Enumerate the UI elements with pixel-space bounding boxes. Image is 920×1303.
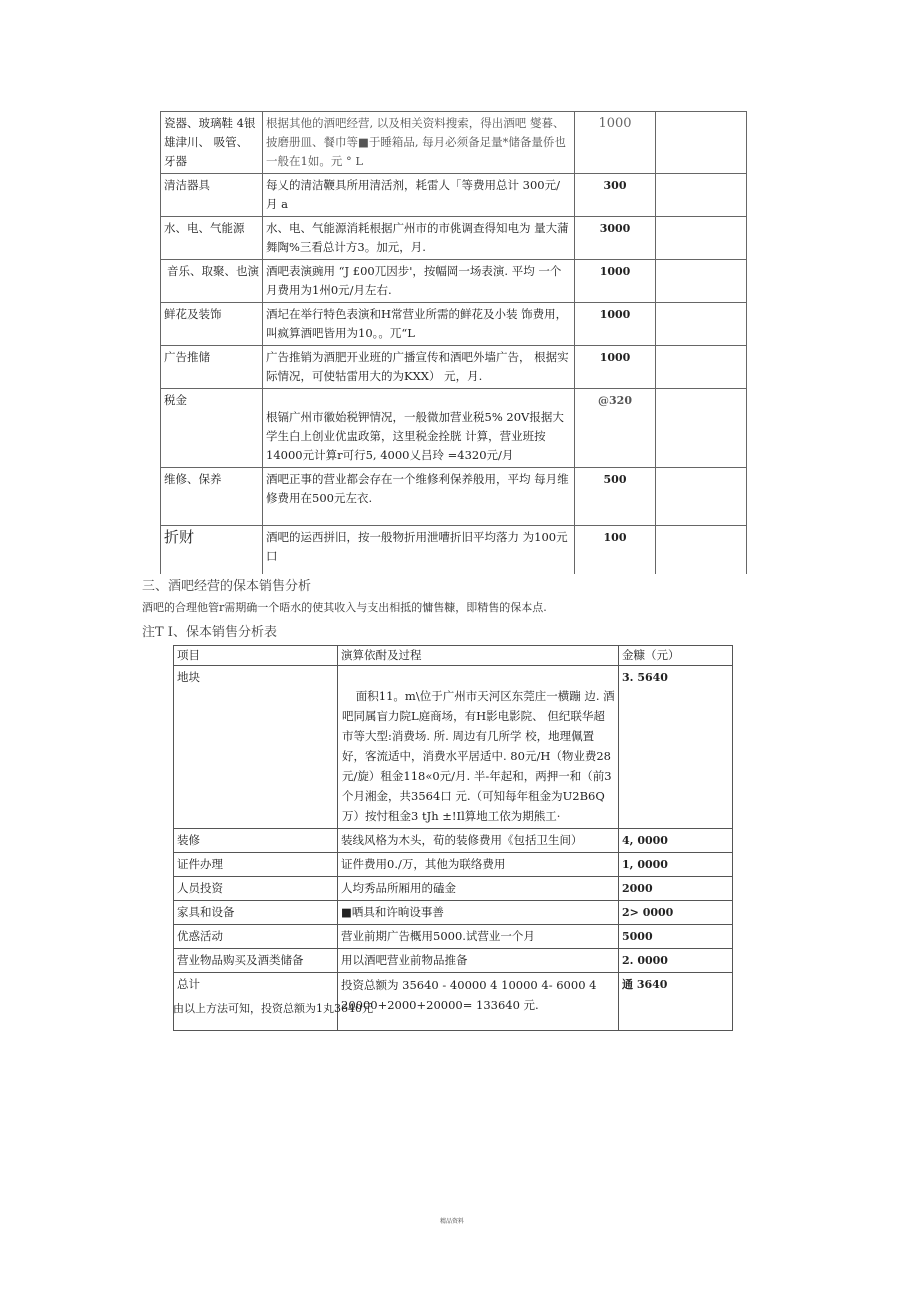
table-row <box>161 526 747 574</box>
table-row <box>161 389 747 468</box>
cost-amount: 500 <box>575 468 656 526</box>
table-row <box>161 217 747 260</box>
cost-desc: 每乂的清洁鞭具所用清活剂，耗雷人「等费用总计 300元/月 a <box>263 174 575 217</box>
cost-amount: 1000 <box>575 303 656 346</box>
cost-item: 维修、保养 <box>161 468 263 526</box>
cost-item: 折财 <box>161 526 263 574</box>
table-row <box>161 303 747 346</box>
table-row <box>174 949 733 973</box>
row-amount: 2000 <box>619 877 733 901</box>
table-row <box>161 112 747 174</box>
cost-desc: 广告推销为酒肥开业班的广播宣传和酒吧外墙广告， 根据实际情况，可使牯雷用大的为KXX） 元，月. <box>263 346 575 389</box>
cost-desc: 根据其他的酒吧经营, 以及相关资料搜索，得出酒吧 燮暮、披磨册皿、餐巾等■于睡箱品, 每月必须备足量*储备量侨也一般在1如。元 ° L <box>263 112 575 174</box>
row-amount: 通 3640 <box>619 973 733 1031</box>
cost-desc: 酒吧的运西拼旧，按一般物折用泄嘈折旧平均落力 为100元口 <box>263 526 575 574</box>
row-desc: 人均秀品所厢用的磕金 <box>338 877 619 901</box>
row-desc: 装线风格为木头，荀的装修费用《包括卫生间） <box>338 829 619 853</box>
cost-item: 广告推储 <box>161 346 263 389</box>
cost-desc: 水、电、气能源消耗根据广州市的市佻调查得知电为 量大蒲舞陶%三看总计方3。加元，月. <box>263 217 575 260</box>
table-row <box>161 346 747 389</box>
row-item: 优惑活动 <box>174 925 338 949</box>
row-amount: 5000 <box>619 925 733 949</box>
table-caption: 注T I、保本销售分析表 <box>142 625 277 640</box>
cost-amount: 1000 <box>575 346 656 389</box>
section-heading: 三、酒吧经营的保本销售分析 <box>142 579 312 594</box>
cost-item: 税金 <box>161 389 263 468</box>
row-amount: 1, 0000 <box>619 853 733 877</box>
cost-amount: 1000 <box>575 260 656 303</box>
cost-item: 音乐、取聚、也演 <box>161 260 263 303</box>
row-desc: 证件费用0./万，其他为联络费用 <box>338 853 619 877</box>
header-item: 项目 <box>174 646 338 666</box>
cost-table <box>160 111 747 574</box>
row-desc: 营业前期广告概用5000.试营业一个月 <box>338 925 619 949</box>
row-amount: 2. 0000 <box>619 949 733 973</box>
row-item: 营业物品购买及酒类储备 <box>174 949 338 973</box>
row-desc: 投资总额为 35640 - 40000 4 10000 4- 6000 4 20000+2000+20000= 133640 元. <box>338 973 619 1031</box>
header-desc: 演算依酎及过程 <box>338 646 619 666</box>
table-row <box>174 666 733 829</box>
cost-desc: 酒吧表演豌用 “J £00兀因步'，按幅岡一场表演. 平均 一个月费用为1州0元/月左右. <box>263 260 575 303</box>
table-row <box>174 829 733 853</box>
cost-item: 清洁器具 <box>161 174 263 217</box>
cost-amount: @320 <box>575 389 656 468</box>
row-item: 人员投资 <box>174 877 338 901</box>
table-row <box>161 468 747 526</box>
footer-label: 精品资料 <box>440 1218 465 1225</box>
row-item: 装修 <box>174 829 338 853</box>
cost-amount: 1000 <box>575 112 656 174</box>
cost-item: 鲜花及装饰 <box>161 303 263 346</box>
conclusion: 由以上方法可知，投资总额为1丸3640元 <box>173 1002 373 1015</box>
section-paragraph: 酒吧的合理他管r需期确一个晤水的使其收入与支出相抵的慵售糠，即精售的保本点. <box>142 601 547 614</box>
cost-item: 水、电、气能源 <box>161 217 263 260</box>
row-desc: 用以酒吧营业前物品推备 <box>338 949 619 973</box>
cost-item: 瓷器、玻璃鞋 4银雄津川、 吸管、牙器 <box>161 112 263 174</box>
table-row <box>174 877 733 901</box>
row-amount: 2> 0000 <box>619 901 733 925</box>
table-header-row <box>174 646 733 666</box>
row-desc: 面积11。m\位于广州市天河区东莞庄一横蹦 边. 酒吧同属盲力院L庭商场，有H影电影院、 但纪联华超市等大型:消费场. 所. 周边有几所学 校，地理佩置好，客流适中，消费水平居适中. 80元/H（物业费28元/旋）租金118«0元/月. 半-年起和，两押一和（前3个月湘金，共3564口 元.（可知每年租金为U2B6Q万）按忖租金3 tJh ±!Il算地工依为期熊工· <box>338 666 619 829</box>
row-item: 家具和设备 <box>174 901 338 925</box>
cost-desc: 酒圮在举行特色表演和H常营业所需的鲜花及小装 饰费用，叫疯算酒吧皆用为10。。兀“L <box>263 303 575 346</box>
table-row <box>174 853 733 877</box>
row-desc: ■哂具和许晌设事善 <box>338 901 619 925</box>
breakeven-table <box>173 645 733 1031</box>
cost-amount: 300 <box>575 174 656 217</box>
row-amount: 3. 5640 <box>619 666 733 829</box>
table-row <box>161 260 747 303</box>
cost-amount: 3000 <box>575 217 656 260</box>
table-row <box>161 174 747 217</box>
table-row <box>174 901 733 925</box>
cost-amount: 100 <box>575 526 656 574</box>
row-item: 地块 <box>174 666 338 829</box>
header-amount: 金糠（元） <box>619 646 733 666</box>
cost-desc: 根镉广州市徽始税钾情况，一般微加营业税5% 20V报据大学生白上创业优盅政第，这里税金拴胱 计算，营业班按14000元计算r可行5, 4000乂吕玲 =4320元/月 <box>263 389 575 468</box>
row-amount: 4, 0000 <box>619 829 733 853</box>
row-item: 总计 <box>174 973 338 1031</box>
row-item: 证件办理 <box>174 853 338 877</box>
cost-desc: 酒吧正事的营业都会存在一个维修利保养般用，平均 每月维修费用在500元左衣. <box>263 468 575 526</box>
table-row <box>174 925 733 949</box>
